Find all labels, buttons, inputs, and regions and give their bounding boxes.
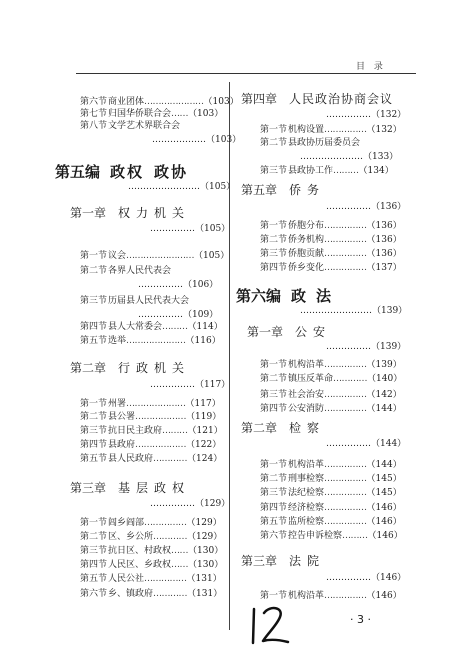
- toc-entry: 第三节法纪检察……………（145）: [260, 488, 402, 498]
- page-ref: ……………（109）: [138, 310, 219, 320]
- toc-entry: 第三节社会治安……………（142）: [260, 390, 402, 400]
- toc-entry: 第四节经济检察……………（146）: [260, 503, 402, 513]
- toc-entry: 第二节镇压反革命…………（140）: [260, 374, 403, 384]
- part-heading: 第五编 政权 政协: [55, 163, 189, 181]
- toc-entry: 第五节县人民政府…………（124）: [80, 454, 223, 464]
- toc-entry: 第一节议会……………………（105）: [80, 251, 230, 261]
- chapter-heading: 第四章 人民政治协商会议: [241, 92, 394, 106]
- toc-entry: 第二节县政协历届委员会: [260, 138, 361, 148]
- toc-entry: 第二节各界人民代表会: [80, 266, 172, 276]
- toc-entry: 第四节人民区、乡政权……（130）: [80, 560, 224, 570]
- chapter-heading: 第一章 公安: [247, 325, 332, 339]
- page-ref: ……………（117）: [150, 380, 231, 390]
- handwritten-number: [244, 603, 294, 651]
- toc-entry: 第四节公安消防……………（144）: [260, 404, 402, 414]
- toc-entry: 第六节控告申诉检察………（146）: [260, 531, 403, 541]
- page-number: · 3 ·: [350, 613, 371, 626]
- page-ref: ……………………（105）: [128, 182, 236, 192]
- page-ref: ………………（103）: [152, 135, 242, 145]
- toc-entry: 第四节侨乡变化……………（137）: [260, 263, 402, 273]
- page-ref: …………………（133）: [300, 152, 399, 162]
- toc-entry: 第二节侨务机构……………（136）: [260, 235, 402, 245]
- toc-entry: 第一节机构设置……………（132）: [260, 125, 402, 135]
- header-rule: [76, 73, 416, 74]
- toc-entry: 第一节侨胞分布……………（136）: [260, 221, 402, 231]
- page-ref: ……………（132）: [326, 110, 407, 120]
- toc-entry: 第一节机构沿革……………（144）: [260, 460, 402, 470]
- chapter-heading: 第三章 法院: [241, 554, 326, 568]
- toc-entry: 第六节商业团体…………………（103）: [80, 97, 239, 107]
- toc-entry: 第五节监所检察……………（146）: [260, 517, 402, 527]
- chapter-heading: 第二章 行政机关: [70, 361, 191, 375]
- toc-entry: 第三节侨胞贡献……………（136）: [260, 249, 402, 259]
- toc-entry: 第四节县政府………………（122）: [80, 440, 222, 450]
- toc-entry: 第三节历届县人民代表大会: [80, 296, 190, 306]
- page-ref: ……………（136）: [326, 202, 407, 212]
- page-ref: ……………（139）: [326, 342, 407, 352]
- part-heading: 第六编 政法: [236, 287, 342, 305]
- page-ref: ……………………（139）: [300, 306, 408, 316]
- running-header: 目 录: [356, 62, 386, 72]
- toc-entry: 第一节机构沿革……………（146）: [260, 591, 402, 601]
- toc-entry: 第五节选举…………………（116）: [80, 336, 221, 346]
- toc-entry: 第七节归国华侨联合会……（103）: [80, 109, 224, 119]
- toc-entry: 第二节刑事检察……………（145）: [260, 474, 402, 484]
- toc-entry: 第四节县人大常委会………（114）: [80, 322, 223, 332]
- page-ref: ……………（146）: [326, 573, 407, 583]
- toc-entry: 第五节人民公社……………（131）: [80, 574, 222, 584]
- chapter-heading: 第五章 侨务: [241, 183, 326, 197]
- toc-entry: 第三节抗日区、村政权……（130）: [80, 546, 224, 556]
- page-ref: ……………（129）: [150, 499, 231, 509]
- toc-entry: 第二节区、乡公所…………（129）: [80, 532, 223, 542]
- column-divider: [229, 82, 230, 630]
- toc-entry: 第一节机构沿革……………（139）: [260, 360, 402, 370]
- page-ref: ……………（105）: [150, 224, 231, 234]
- chapter-heading: 第二章 检察: [241, 421, 326, 435]
- page-ref: ……………（106）: [138, 280, 219, 290]
- page-ref: ……………（144）: [326, 439, 407, 449]
- chapter-heading: 第三章 基层政权: [70, 481, 191, 495]
- toc-entry: 第一节闾乡阎部……………（129）: [80, 518, 222, 528]
- toc-entry: 第三节抗日民主政府………（121）: [80, 426, 223, 436]
- toc-entry: 第八节文学艺术界联合会: [80, 121, 181, 131]
- toc-entry: 第六节乡、镇政府…………（131）: [80, 589, 223, 599]
- toc-entry: 第三节县政协工作………（134）: [260, 166, 394, 176]
- chapter-heading: 第一章 权力机关: [70, 206, 191, 220]
- toc-entry: 第一节州署…………………（117）: [80, 399, 221, 409]
- handwritten-12-glyph: [244, 603, 294, 647]
- toc-entry: 第二节县公署………………（119）: [80, 412, 222, 422]
